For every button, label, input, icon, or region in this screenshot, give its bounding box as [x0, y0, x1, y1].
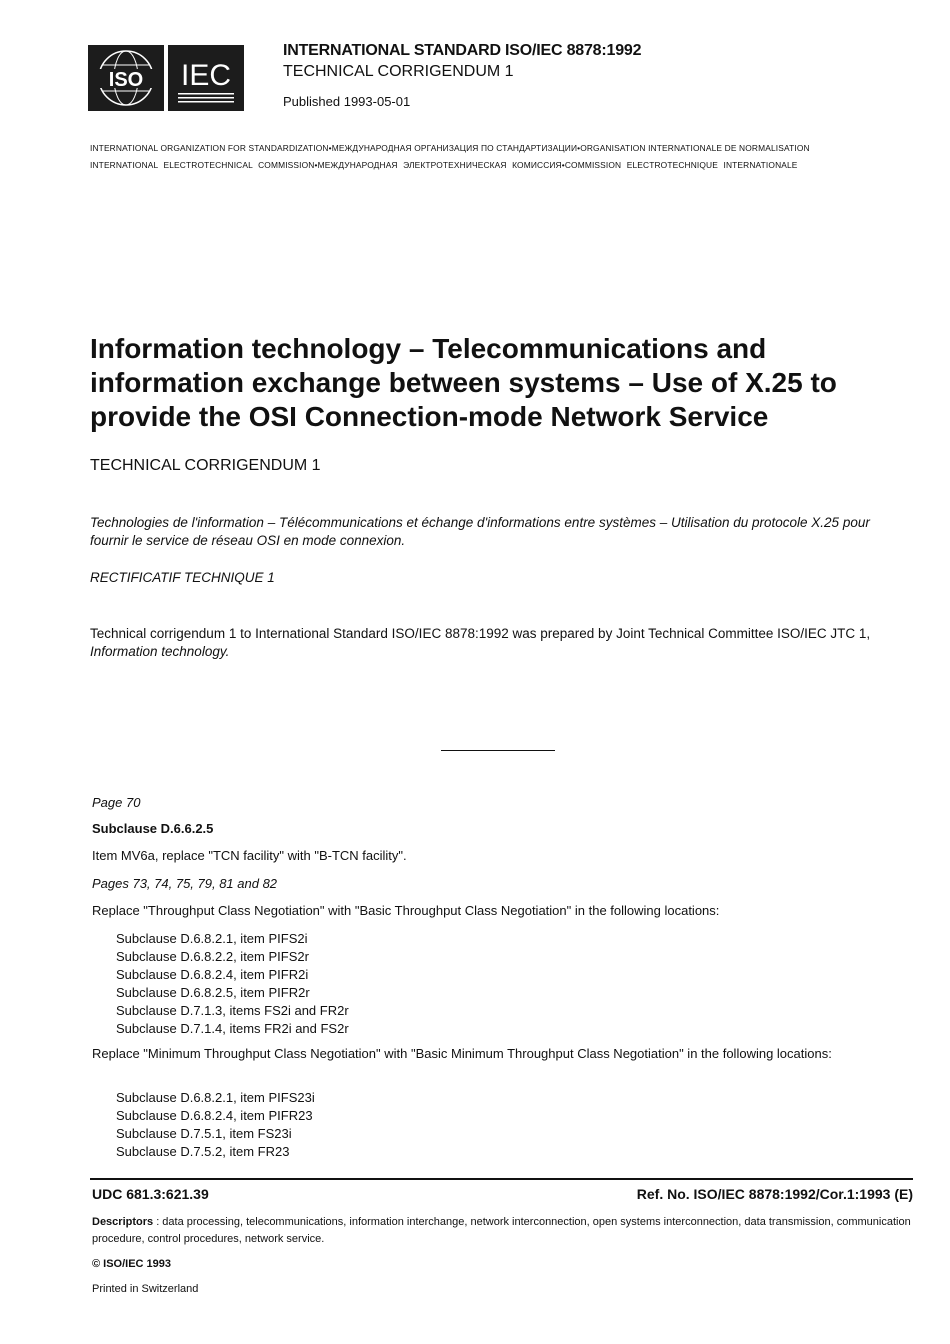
- pages-reference: Pages 73, 74, 75, 79, 81 and 82: [92, 876, 278, 891]
- copyright: © ISO/IEC 1993: [92, 1258, 172, 1270]
- descriptors-label: Descriptors: [92, 1216, 154, 1228]
- french-rectificatif: RECTIFICATIF TECHNIQUE 1: [90, 570, 275, 585]
- printed-in: Printed in Switzerland: [92, 1283, 199, 1295]
- subclause-heading: Subclause D.6.6.2.5: [92, 821, 214, 836]
- french-title: Technologies de l'information – Télécommunications et échange d'informations entre systèmes – Utilisation du protocole X.25 pour fournir le service de réseau OSI en mode connexion.: [90, 515, 870, 548]
- list-item: Subclause D.6.8.2.1, item PIFS23i: [116, 1090, 315, 1105]
- document-subtitle: TECHNICAL CORRIGENDUM 1: [90, 457, 321, 474]
- udc-number: UDC 681.3:621.39: [92, 1186, 209, 1202]
- iec-logo-text: IEC: [180, 59, 232, 92]
- list-item: Subclause D.7.5.2, item FR23: [116, 1144, 290, 1159]
- organization-line-2: INTERNATIONAL ELECTROTECHNICAL COMMISSION•МЕЖДУНАРОДНАЯ ЭЛЕКТРОТЕХНИЧЕСКАЯ КОМИССИЯ•COMMISSION ELECTROTECHNIQUE INTERNATIONALE: [90, 160, 798, 170]
- title-line-2: information exchange between systems – Use of X.25 to: [90, 367, 837, 398]
- standard-number: INTERNATIONAL STANDARD ISO/IEC 8878:1992: [283, 42, 642, 59]
- iec-logo: [168, 45, 244, 111]
- intro-text: Technical corrigendum 1 to International Standard ISO/IEC 8878:1992 was prepared by Joint Technical Committee ISO/IEC JTC 1,: [90, 626, 871, 641]
- intro-committee: Information technology.: [90, 644, 230, 659]
- iso-logo-text: ISO: [108, 69, 144, 91]
- corrigendum-label: TECHNICAL CORRIGENDUM 1: [283, 63, 514, 80]
- list-item: Subclause D.7.1.3, items FS2i and FR2r: [116, 1003, 349, 1018]
- list-item: Subclause D.6.8.2.2, item PIFS2r: [116, 949, 309, 964]
- iso-logo: [88, 45, 164, 111]
- descriptors: [92, 1214, 914, 1248]
- separator-rule: [441, 750, 555, 751]
- location-list-2: [116, 1089, 315, 1161]
- page-reference: Page 70: [92, 795, 141, 810]
- list-item: Subclause D.6.8.2.4, item PIFR2i: [116, 967, 309, 982]
- footer-rule: [90, 1178, 913, 1180]
- title-line-3: provide the OSI Connection-mode Network Service: [90, 401, 769, 432]
- list-item: Subclause D.6.8.2.5, item PIFR2r: [116, 985, 310, 1000]
- list-item: Subclause D.7.1.4, items FR2i and FS2r: [116, 1021, 349, 1036]
- location-list-1: [116, 930, 349, 1038]
- intro-paragraph: [90, 625, 915, 661]
- item-replacement: Item MV6a, replace "TCN facility" with "B-TCN facility".: [92, 848, 407, 863]
- replacement-instruction-1: Replace "Throughput Class Negotiation" with "Basic Throughput Class Negotiation" in the following locations:: [92, 903, 720, 918]
- reference-number: Ref. No. ISO/IEC 8878:1992/Cor.1:1993 (E): [636, 1186, 913, 1202]
- list-item: Subclause D.6.8.2.4, item PIFR23: [116, 1108, 313, 1123]
- document-title: [90, 332, 910, 434]
- descriptors-text: : data processing, telecommunications, information interchange, network interconnection, open systems interconnection, data transmission, communication procedure, control procedures, network service.: [92, 1216, 911, 1245]
- replacement-instruction-2: Replace "Minimum Throughput Class Negotiation" with "Basic Minimum Throughput Class Negotiation" in the following locations:: [92, 1046, 832, 1061]
- organization-line-1: INTERNATIONAL ORGANIZATION FOR STANDARDIZATION•МЕЖДУНАРОДНАЯ ОРГАНИЗАЦИЯ ПО СТАНДАРТИЗАЦИИ•ORGANISATION INTERNATIONALE DE NORMALISATION: [90, 143, 810, 153]
- title-line-1: Information technology – Telecommunications and: [90, 333, 767, 364]
- list-item: Subclause D.6.8.2.1, item PIFS2i: [116, 931, 308, 946]
- list-item: Subclause D.7.5.1, item FS23i: [116, 1126, 292, 1141]
- publication-date: Published 1993-05-01: [283, 94, 411, 109]
